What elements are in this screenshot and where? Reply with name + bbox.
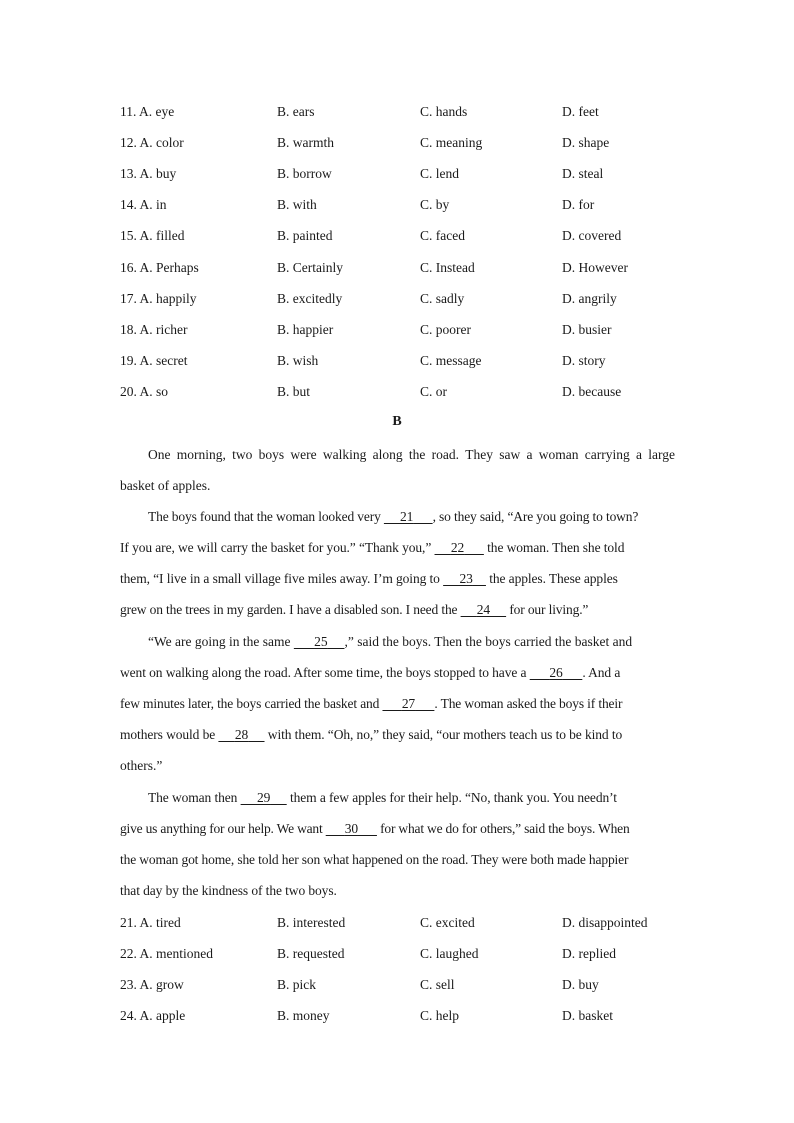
passage-line: few minutes later, the boys carried the basket and 27 . The woman asked the boys if their (120, 696, 623, 711)
option-d: D. angrily (562, 291, 617, 306)
blank-30: 30 (344, 821, 358, 836)
passage-line: that day by the kindness of the two boys. (120, 883, 337, 898)
option-a: 11. A. eye (120, 104, 175, 119)
option-c: C. meaning (420, 135, 483, 150)
blank-23: 23 (459, 571, 473, 586)
option-c: C. sell (420, 977, 455, 992)
option-b: B. Certainly (277, 260, 344, 275)
option-b: B. interested (277, 915, 346, 930)
question-row (0, 915, 794, 935)
passage-line: the woman got home, she told her son what happened on the road. They were both made happier (120, 852, 629, 867)
question-row (0, 104, 794, 124)
passage-line: If you are, we will carry the basket for you.” “Thank you,” 22 the woman. Then she told (120, 540, 625, 555)
option-a: 21. A. tired (120, 915, 181, 930)
option-c: C. by (420, 197, 450, 212)
question-row (0, 384, 794, 404)
question-row (0, 135, 794, 155)
blank-24: 24 (476, 602, 490, 617)
passage-line: One morning, two boys were walking along the road. They saw a woman carrying a large (148, 447, 675, 462)
option-d: D. disappointed (562, 915, 648, 930)
blank-29: 29 (257, 790, 271, 805)
option-d: D. However (562, 260, 628, 275)
passage-line: others.” (120, 758, 163, 773)
question-row (0, 353, 794, 373)
option-a: 20. A. so (120, 384, 169, 399)
option-d: D. feet (562, 104, 599, 119)
question-row (0, 322, 794, 342)
option-d: D. buy (562, 977, 599, 992)
passage-line: “We are going in the same 25 ,” said the boys. Then the boys carried the basket and (148, 634, 633, 649)
option-b: B. but (277, 384, 311, 399)
passage-line: The boys found that the woman looked very 21 , so they said, “Are you going to town? (148, 509, 639, 524)
option-a: 24. A. apple (120, 1008, 186, 1023)
option-d: D. basket (562, 1008, 613, 1023)
passage-line: give us anything for our help. We want 30 for what we do for others,” said the boys. When (120, 821, 630, 836)
option-a: 18. A. richer (120, 322, 188, 337)
option-d: D. replied (562, 946, 616, 961)
option-b: B. requested (277, 946, 345, 961)
question-row (0, 228, 794, 248)
question-row (0, 260, 794, 280)
question-row (0, 1008, 794, 1028)
option-c: C. laughed (420, 946, 479, 961)
option-a: 14. A. in (120, 197, 167, 212)
option-c: C. message (420, 353, 482, 368)
option-c: C. poorer (420, 322, 471, 337)
blank-28: 28 (234, 727, 249, 742)
option-a: 22. A. mentioned (120, 946, 214, 961)
option-a: 17. A. happily (120, 291, 197, 306)
option-b: B. ears (277, 104, 315, 119)
option-d: D. because (562, 384, 622, 399)
option-b: B. pick (277, 977, 317, 992)
question-row (0, 291, 794, 311)
option-c: C. Instead (420, 260, 475, 275)
option-c: C. help (420, 1008, 460, 1023)
option-c: C. sadly (420, 291, 465, 306)
blank-22: 22 (450, 540, 465, 555)
passage-line: went on walking along the road. After some time, the boys stopped to have a 26 . And a (120, 665, 621, 680)
option-c: C. or (420, 384, 448, 399)
option-c: C. hands (420, 104, 468, 119)
option-d: D. shape (562, 135, 610, 150)
section-title: B (392, 414, 402, 429)
option-d: D. steal (562, 166, 604, 181)
option-b: B. painted (277, 228, 333, 243)
option-d: D. busier (562, 322, 612, 337)
option-b: B. with (277, 197, 317, 212)
option-b: B. warmth (277, 135, 335, 150)
passage-line: grew on the trees in my garden. I have a disabled son. I need the 24 for our living.” (120, 602, 589, 617)
passage-line: them, “I live in a small village five miles away. I’m going to 23 the apples. These apples (120, 571, 618, 586)
question-row (0, 946, 794, 966)
passage-line: mothers would be 28 with them. “Oh, no,” they said, “our mothers teach us to be kind to (120, 727, 623, 742)
option-d: D. covered (562, 228, 622, 243)
blank-21: 21 (400, 509, 414, 524)
question-row (0, 166, 794, 186)
passage-line: The woman then 29 them a few apples for their help. “No, thank you. You needn’t (148, 790, 617, 805)
option-b: B. happier (277, 322, 334, 337)
option-b: B. excitedly (277, 291, 343, 306)
option-c: C. lend (420, 166, 460, 181)
passage-line: basket of apples. (120, 478, 211, 493)
option-a: 15. A. filled (120, 228, 185, 243)
option-a: 23. A. grow (120, 977, 184, 992)
question-row (0, 977, 794, 997)
option-b: B. money (277, 1008, 330, 1023)
option-d: D. story (562, 353, 606, 368)
option-a: 19. A. secret (120, 353, 188, 368)
option-b: B. wish (277, 353, 319, 368)
option-a: 16. A. Perhaps (120, 260, 199, 275)
option-c: C. faced (420, 228, 465, 243)
option-a: 12. A. color (120, 135, 184, 150)
option-a: 13. A. buy (120, 166, 177, 181)
option-d: D. for (562, 197, 595, 212)
blank-25: 25 (314, 634, 328, 649)
blank-27: 27 (401, 696, 416, 711)
blank-26: 26 (549, 665, 563, 680)
option-b: B. borrow (277, 166, 332, 181)
question-row (0, 197, 794, 217)
option-c: C. excited (420, 915, 475, 930)
